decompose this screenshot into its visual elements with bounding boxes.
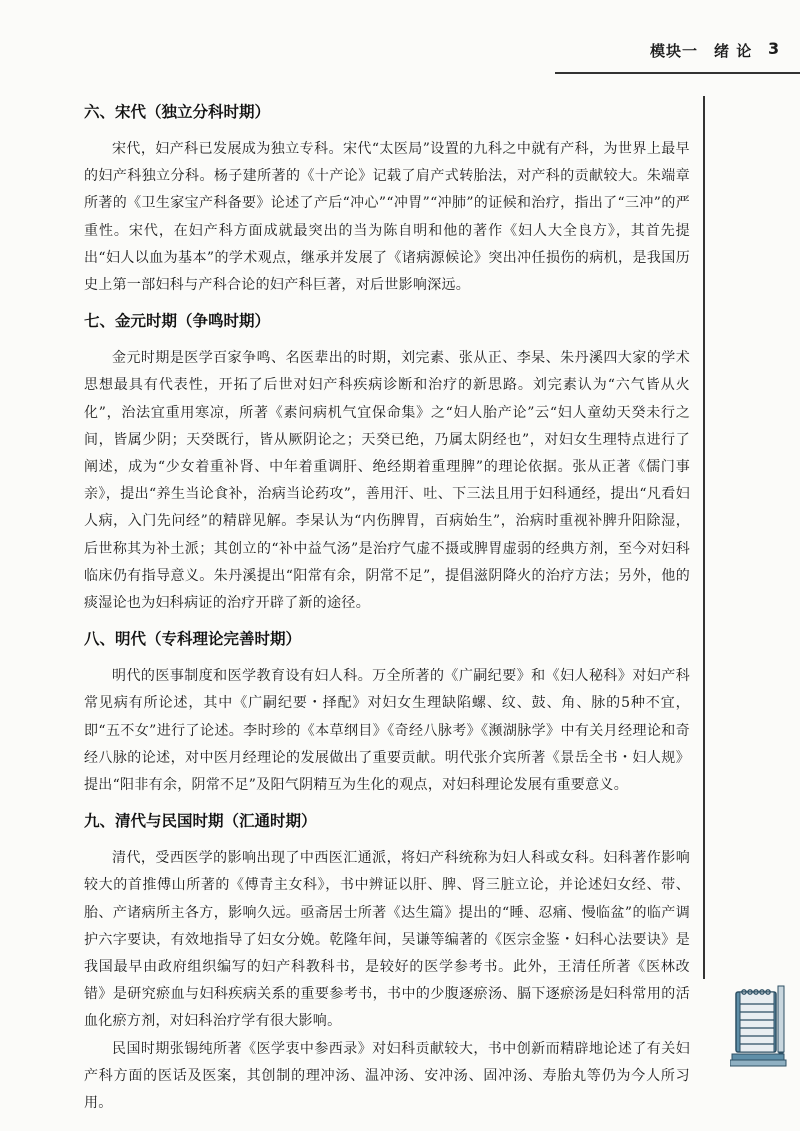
paragraph: 金元时期是医学百家争鸣、名医辈出的时期，刘完素、张从正、李杲、朱丹溪四大家的学术思想最具有代表性，开拓了后世对妇产科疾病诊断和治疗的新思路。刘完素认为“六气皆从火化”，治法宜重用寒凉，所著《素问病机气宜保命集》之“妇人胎产论”云“妇人童幼天癸未行之间，皆属少阴；天癸既行，皆从厥阴论之；天癸已绝，乃属太阴经也”，对妇女生理特点进行了阐述，成为“少女着重补肾、中年着重调肝、绝经期着重理脾”的理论依据。张从正著《儒门事亲》，提出“养生当论食补，治病当论药攻”，善用汗、吐、下三法且用于妇科通经，提出“凡看妇人病，入门先问经”的精辟见解。李杲认为“内伤脾胃，百病始生”，治病时重视补脾升阳除湿，后世称其为补土派；其创立的“补中益气汤”是治疗气虚不摄或脾胃虚弱的经典方剂，至今对妇科临床仍有指导意义。朱丹溪提出“阳常有余，阴常不足”，提倡滋阴降火的治疗方法；另外，他的痰湿论也为妇科病证的治疗开辟了新的途径。 <box>84 350 690 612</box>
page-body <box>84 100 690 1127</box>
paragraph: 民国时期张锡纯所著《医学衷中参西录》对妇科贡献较大，书中创新而精辟地论述了有关妇产科方面的医话及医案，其创制的理冲汤、温冲汤、安冲汤、固冲汤、寿胎丸等仍为今人所习用。 <box>84 1040 690 1112</box>
section-qing-minguo <box>84 809 690 1117</box>
module-title: 模块一 绪 论 <box>650 42 753 60</box>
section-title: 七、金元时期（争鸣时期） <box>84 312 271 331</box>
section-title: 六、宋代（独立分科时期） <box>84 103 271 121</box>
section-song <box>84 100 690 299</box>
section-title: 九、清代与民国时期（汇通时期） <box>84 812 317 831</box>
page-header <box>560 40 800 66</box>
notebook-with-pencil-icon <box>730 978 790 1068</box>
section-jin-yuan <box>84 309 690 617</box>
paragraph: 清代，受西医学的影响出现了中西医汇通派，将妇产科统称为妇人科或女科。妇科著作影响较大的首推傅山所著的《傅青主女科》，书中辨证以肝、脾、肾三脏立论，并论述妇女经、带、胎、产诸病所主各方，影响久远。亟斋居士所著《达生篇》提出的“睡、忍痛、慢临盆”的临产调护六字要诀，有效地指导了妇女分娩。乾隆年间，吴谦等编著的《医宗金鉴・妇科心法要诀》是我国最早由政府组织编写的妇产科教科书，是较好的医学参考书。此外，王清任所著《医林改错》是研究瘀血与妇科疾病关系的重要参考书，书中的少腹逐瘀汤、膈下逐瘀汤是妇科常用的活血化瘀方剂，对妇科治疗学有很大影响。 <box>84 850 690 1030</box>
page-number: 3 <box>768 39 780 58</box>
header-rule <box>555 72 800 74</box>
margin-rule <box>703 96 705 979</box>
paragraph: 宋代，妇产科已发展成为独立专科。宋代“太医局”设置的九科之中就有产科，为世界上最早的妇产科独立分科。杨子建所著的《十产论》记载了肩产式转胎法，对产科的贡献较大。朱端章所著的《卫生家宝产科备要》论述了产后“冲心”“冲胃”“冲肺”的证候和治疗，指出了“三冲”的严重性。宋代，在妇产科方面成就最突出的当为陈自明和他的著作《妇人大全良方》，其首先提出“妇人以血为基本”的学术观点，继承并发展了《诸病源候论》突出冲任损伤的病机，是我国历史上第一部妇科与产科合论的妇产科巨著，对后世影响深远。 <box>84 141 690 294</box>
paragraph: 明代的医事制度和医学教育设有妇人科。万全所著的《广嗣纪要》和《妇人秘科》对妇产科常见病有所论述，其中《广嗣纪要・择配》对妇女生理缺陷螺、纹、鼓、角、脉的5种不宜，即“五不女”进行了论述。李时珍的《本草纲目》《奇经八脉考》《濒湖脉学》中有关月经理论和奇经八脉的论述，对中医月经理论的发展做出了重要贡献。明代张介宾所著《景岳全书・妇人规》提出“阳非有余，阴常不足”及阳气阴精互为生化的观点，对妇科理论发展有重要意义。 <box>84 668 690 794</box>
section-title: 八、明代（专科理论完善时期） <box>84 630 302 649</box>
section-ming <box>84 627 690 799</box>
